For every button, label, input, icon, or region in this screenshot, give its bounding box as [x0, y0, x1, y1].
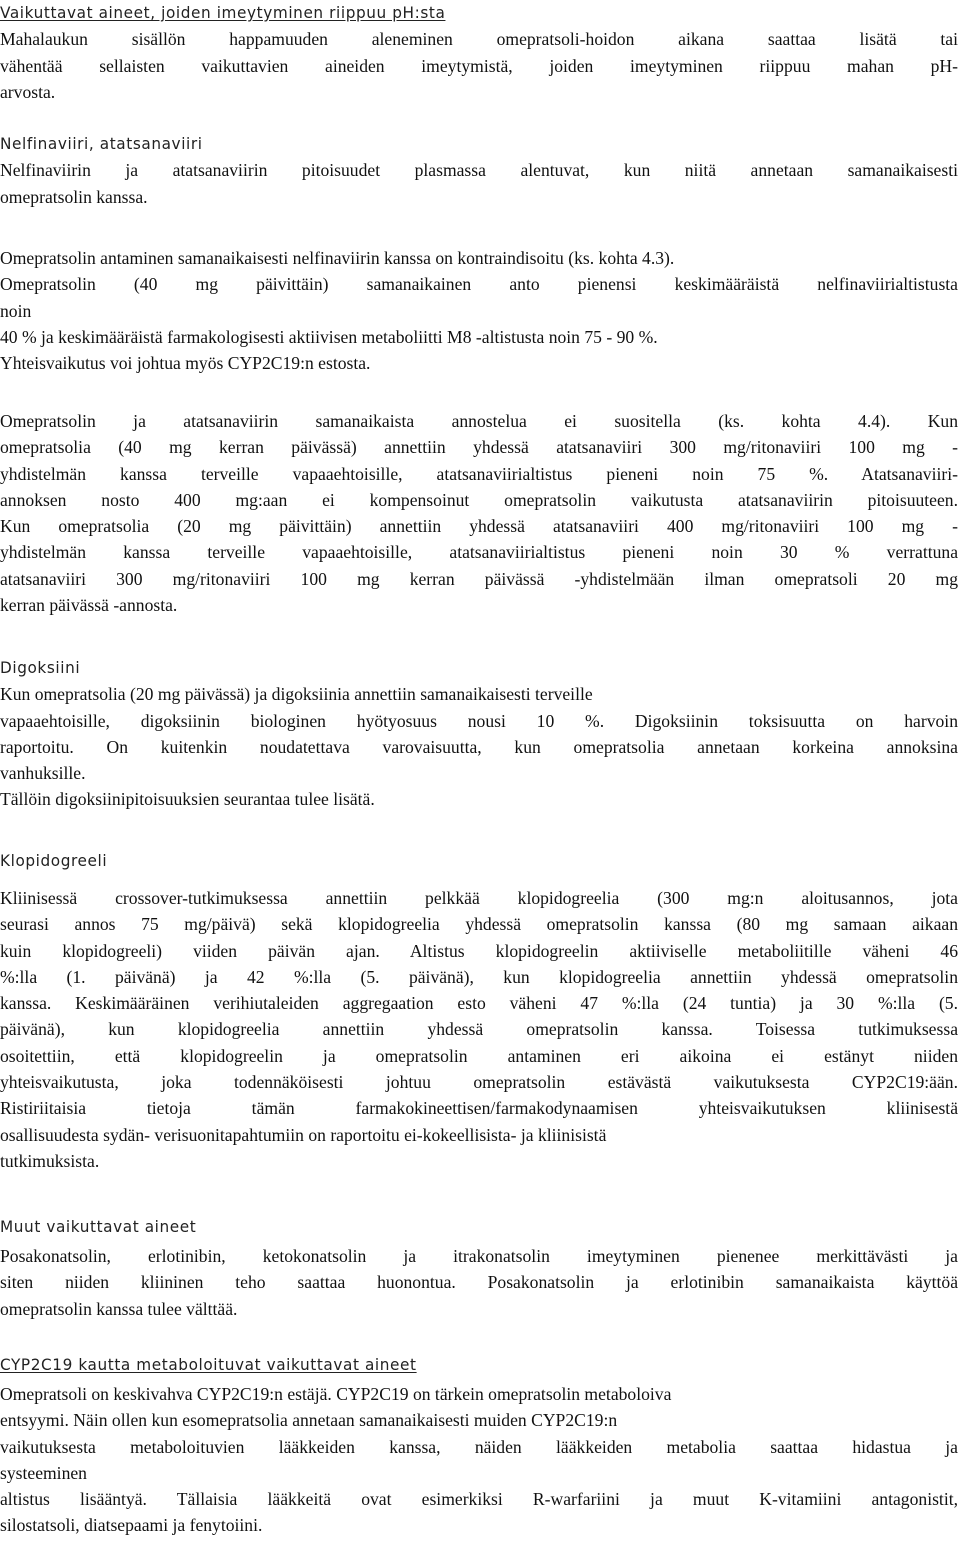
- section-heading: CYP2C19 kautta metaboloituvat vaikuttavat aineet: [0, 1356, 417, 1374]
- section-heading: Muut vaikuttavat aineet: [0, 1218, 197, 1236]
- paragraph-line: kanssa. Keskimääräinen verihiutaleiden aggregaation esto väheni 47 %:lla (24 tuntia) ja 30 %:lla (5.: [0, 993, 958, 1014]
- paragraph-line: yhteisvaikutusta, joka todennäköisesti johtuu omepratsolin estävästä vaikutuksesta CYP2C19:ään.: [0, 1072, 958, 1093]
- paragraph-line: Omepratsolin ja atatsanaviirin samanaikaista annostelua ei suositella (ks. kohta 4.4). Kun: [0, 411, 958, 431]
- paragraph-line: silostatsoli, diatsepaami ja fenytoiini.: [0, 1515, 263, 1536]
- paragraph-line: %:lla (1. päivänä) ja 42 %:lla (5. päivänä), kun klopidogreelia annettiin yhdessä omepratsolin: [0, 966, 958, 987]
- paragraph-line: Omepratsolin (40 mg päivittäin) samanaikainen anto pienensi keskimääräistä nelfinaviirialtistusta: [0, 274, 958, 295]
- paragraph-line: altistus lisääntyä. Tällaisia lääkkeitä ovat esimerkiksi R-warfariini ja muut K-vitamiini antagonistit,: [0, 1489, 958, 1510]
- section-other-substances: [0, 1214, 958, 1240]
- paragraph-line: osoitettiin, että klopidogreelin ja omepratsolin antaminen eri aikoina ei estänyt niiden: [0, 1045, 958, 1066]
- section-clopidogrel: [0, 848, 958, 874]
- paragraph-line: Posakonatsolin, erlotinibin, ketokonatsolin ja itrakonatsolin imeytyminen pienenee merkittävästi ja: [0, 1246, 958, 1266]
- paragraph-line: kerran päivässä -annosta.: [0, 595, 178, 616]
- paragraph-line: Kun omepratsolia (20 mg päivittäin) annettiin yhdessä atatsanaviiri 400 mg/ritonaviiri 100 mg -: [0, 516, 958, 537]
- section-digoxin: [0, 655, 958, 813]
- paragraph-line: entsyymi. Näin ollen kun esomepratsolia annetaan samanaikaisesti muiden CYP2C19:n: [0, 1410, 618, 1431]
- paragraph-line: päivänä), kun klopidogreelia annettiin yhdessä omepratsolin kanssa. Toisessa tutkimuksessa: [0, 1019, 958, 1040]
- paragraph-line: 40 % ja keskimääräistä farmakologisesti aktiivisen metaboliitti M8 -altistusta noin 75 - 90 %.: [0, 326, 658, 347]
- paragraph-line: osallisuudesta sydän- verisuonitapahtumiin on raportoitu ei-kokeellisista- ja kliinisistä: [0, 1124, 607, 1145]
- paragraph-line: vanhuksille.: [0, 763, 86, 784]
- paragraph-line: arvosta.: [0, 81, 56, 102]
- paragraph-line: annoksen nosto 400 mg:aan ei kompensoinut omepratsolin vaikutusta atatsanaviirin pitoisuuteen.: [0, 489, 958, 510]
- paragraph-line: Yhteisvaikutus voi johtua myös CYP2C19:n estosta.: [0, 353, 371, 374]
- paragraph-line: Mahalaukun sisällön happamuuden aleneminen omepratsoli-hoidon aikana saattaa lisätä tai: [0, 29, 958, 50]
- paragraph-line: kuin klopidogreeli) viiden päivän ajan. Altistus klopidogreelin aktiiviselle metaboliitille väheni 46: [0, 940, 958, 961]
- section-heading: Vaikuttavat aineet, joiden imeytyminen riippuu pH:sta: [0, 4, 446, 22]
- paragraph-line: siten niiden kliininen teho saattaa huonontua. Posakonatsolin ja erlotinibin samanaikaista käyttöä: [0, 1272, 958, 1293]
- paragraph-line: omepratsolin kanssa tulee välttää.: [0, 1298, 238, 1319]
- paragraph-line: Kliinisessä crossover-tutkimuksessa annettiin pelkkää klopidogreelia (300 mg:n aloitusannos, jota: [0, 888, 958, 908]
- paragraph-line: systeeminen: [0, 1462, 87, 1483]
- paragraph-line: vähentää sellaisten vaikuttavien aineiden imeytymistä, joiden imeytyminen riippuu mahan pH-: [0, 55, 958, 76]
- paragraph-line: Ristiriitaisia tietoja tämän farmakokineettisen/farmakodynaamisen yhteisvaikutuksen kliinisestä: [0, 1098, 958, 1119]
- paragraph-line: Omepratsoli on keskivahva CYP2C19:n estäjä. CYP2C19 on tärkein omepratsolin metaboloiva: [0, 1384, 672, 1404]
- section-nelfinavir-atazanavir: [0, 131, 958, 210]
- section-ph-dependent: [0, 0, 958, 105]
- paragraph-line: Kun omepratsolia (20 mg päivässä) ja digoksiinia annettiin samanaikaisesti terveille: [0, 684, 593, 705]
- paragraph-line: yhdistelmän kanssa terveille vapaaehtoisille, atatsanaviirialtistus pieneni noin 75 %. Atatsanaviiri-: [0, 463, 958, 484]
- section-heading: Nelfinaviiri, atatsanaviiri: [0, 135, 203, 153]
- paragraph-line: omepratsolia (40 mg kerran päivässä) annettiin yhdessä atatsanaviiri 300 mg/ritonaviiri 100 mg -: [0, 437, 958, 458]
- paragraph-line: Omepratsolin antaminen samanaikaisesti nelfinaviirin kanssa on kontraindisoitu (ks. kohta 4.3).: [0, 248, 675, 268]
- section-heading: Digoksiini: [0, 659, 81, 677]
- paragraph-line: Tällöin digoksiinipitoisuuksien seurantaa tulee lisätä.: [0, 789, 375, 810]
- section-cyp2c19: [0, 1352, 958, 1378]
- paragraph-atazanavir: [0, 408, 958, 618]
- section-heading: Klopidogreeli: [0, 852, 108, 870]
- paragraph-line: vaikutuksesta metaboloituvien lääkkeiden kanssa, näiden lääkkeiden metabolia saattaa hidastua ja: [0, 1436, 958, 1457]
- paragraph-line: raportoitu. On kuitenkin noudatettava varovaisuutta, kun omepratsolia annetaan korkeina annoksina: [0, 736, 958, 757]
- paragraph-line: tutkimuksista.: [0, 1150, 100, 1171]
- paragraph-line: vapaaehtoisille, digoksiinin biologinen hyötyosuus nousi 10 %. Digoksiinin toksisuutta on harvoin: [0, 710, 958, 731]
- paragraph-line: noin: [0, 300, 32, 321]
- paragraph-line: seurasi annos 75 mg/päivä) sekä klopidogreelia yhdessä omepratsolin kanssa (80 mg samaan aikaan: [0, 914, 958, 935]
- paragraph-clopidogrel: [0, 885, 958, 1174]
- paragraph-nelfinavir: [0, 245, 958, 376]
- paragraph-line: atatsanaviiri 300 mg/ritonaviiri 100 mg kerran päivässä -yhdistelmään ilman omepratsoli 20 mg: [0, 568, 958, 589]
- paragraph-line: Nelfinaviirin ja atatsanaviirin pitoisuudet plasmassa alentuvat, kun niitä annetaan samanaikaisesti: [0, 160, 958, 181]
- paragraph-cyp2c19: [0, 1381, 958, 1539]
- paragraph-other-substances: [0, 1243, 958, 1322]
- paragraph-line: omepratsolin kanssa.: [0, 186, 148, 207]
- paragraph-line: yhdistelmän kanssa terveille vapaaehtoisille, atatsanaviirialtistus pieneni noin 30 % verrattuna: [0, 542, 958, 563]
